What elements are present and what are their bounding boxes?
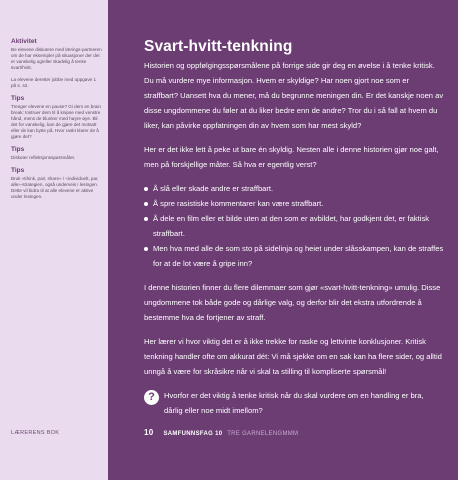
tips-box-3 (11, 167, 102, 200)
main-content (108, 0, 458, 480)
page-title: Svart-hvitt-tenkning (144, 38, 293, 55)
tips-heading-3: Tips (11, 167, 25, 174)
bullet-list (144, 181, 444, 271)
activity-text: Be elevene diskutere med lærings-partneren om de har eksempler på situasjoner der det er vanskelig og/eller skadelig å tenke svart/hvitt. (11, 47, 102, 70)
question-mark-icon: ? (144, 390, 159, 405)
chapter-title: TRE GARNELENGMMM (227, 431, 299, 437)
tips-heading-1: Tips (11, 95, 25, 102)
tips-heading-2: Tips (11, 146, 25, 153)
paragraph-3: I denne historien finner du flere dilemmaer som gjør «svart-hvitt-tenkning» umulig. Disse ungdommene tok både gode og dårlige valg, og derfor blir det ekstra utfordrende å bestemme hva de fortjener av straff. (144, 283, 441, 322)
tips-box-2 (11, 146, 102, 161)
reflection-question (144, 388, 444, 418)
sidebar-footer: LÆRERENS BOK (11, 430, 60, 436)
bullet-item: Men hva med alle de som sto på sidelinja og heiet under slåsskampen, kan de straffes for at de lot være å gripe inn? (144, 241, 444, 271)
tips-text-2: Diskuter refleksjonsspørsmålet. (11, 155, 76, 160)
paragraph-1: Historien og oppfølgingsspørsmålene på forrige side gir deg en øvelse i å tenke kritisk. Du må vurdere mye informasjon. Hvem er skyldige? Har noen gjort noe som er straffbart? Uansett hva du mener, må du begrunne meningen din. Er det kanskje noen av disse ungdommene du føler at du liker bedre enn de andre? Tror du i så fall at hvem du liker, kan påvirke oppfatningen din av hvem som har mest skyld? (144, 61, 444, 130)
paragraph-2: Her er det ikke lett å peke ut bare én skyldig. Nesten alle i denne historien gjør noe galt, men på forskjellige måter. Så hva er egentlig verst? (144, 145, 439, 169)
bullet-item: Å slå eller skade andre er straffbart. (144, 181, 444, 196)
bullet-item: Å spre rasistiske kommentarer kan være straffbart. (144, 196, 444, 211)
article-body (144, 58, 444, 418)
tips-box-1 (11, 95, 102, 140)
paragraph-4: Her lærer vi hvor viktig det er å ikke trekke for raske og lettvinte konklusjoner. Kritisk tenkning handler ofte om akkurat dét: Vi må sjekke om en sak kan ha flere sider, og alltid unngå å være for skråsikre når vi skal ta stilling til kompliserte spørsmål! (144, 337, 442, 376)
page-footer (144, 428, 298, 437)
reflection-question-text: Hvorfor er det viktig å tenke kritisk når du skal vurdere om en handling er bra, dårlig eller noe midt imellom? (164, 391, 424, 415)
page-number: 10 (144, 428, 154, 437)
bullet-item: Å dele en film eller et bilde uten at den som er avbildet, har godkjent det, er faktisk straffbart. (144, 211, 444, 241)
book-title: SAMFUNNSFAG 10 (163, 431, 223, 437)
tips-text-3: Bruk «tihink, pair, share» / «individuelt, par, alle»-strategien, også underveis i lesingen. Dette vil bidra til at alle elevene er aktive under lesingen. (11, 176, 99, 199)
activity-text-2: La elevene deretter jobbe med oppgave 1 på s. 42. (11, 77, 97, 88)
teacher-sidebar (0, 0, 108, 480)
tips-text-1: Trenger elevene en pause? Gi dem en brain break: Instruer dem til å knipse med venstre hånd, mens de blunker med høyre øye. Bli det for vanskelig, kan de gjøre det motsatt eller de kan bytte på. Hvor raskt klarer de å gjøre det? (11, 104, 101, 139)
activity-heading: Aktivitet (11, 38, 37, 45)
activity-box (11, 38, 102, 89)
